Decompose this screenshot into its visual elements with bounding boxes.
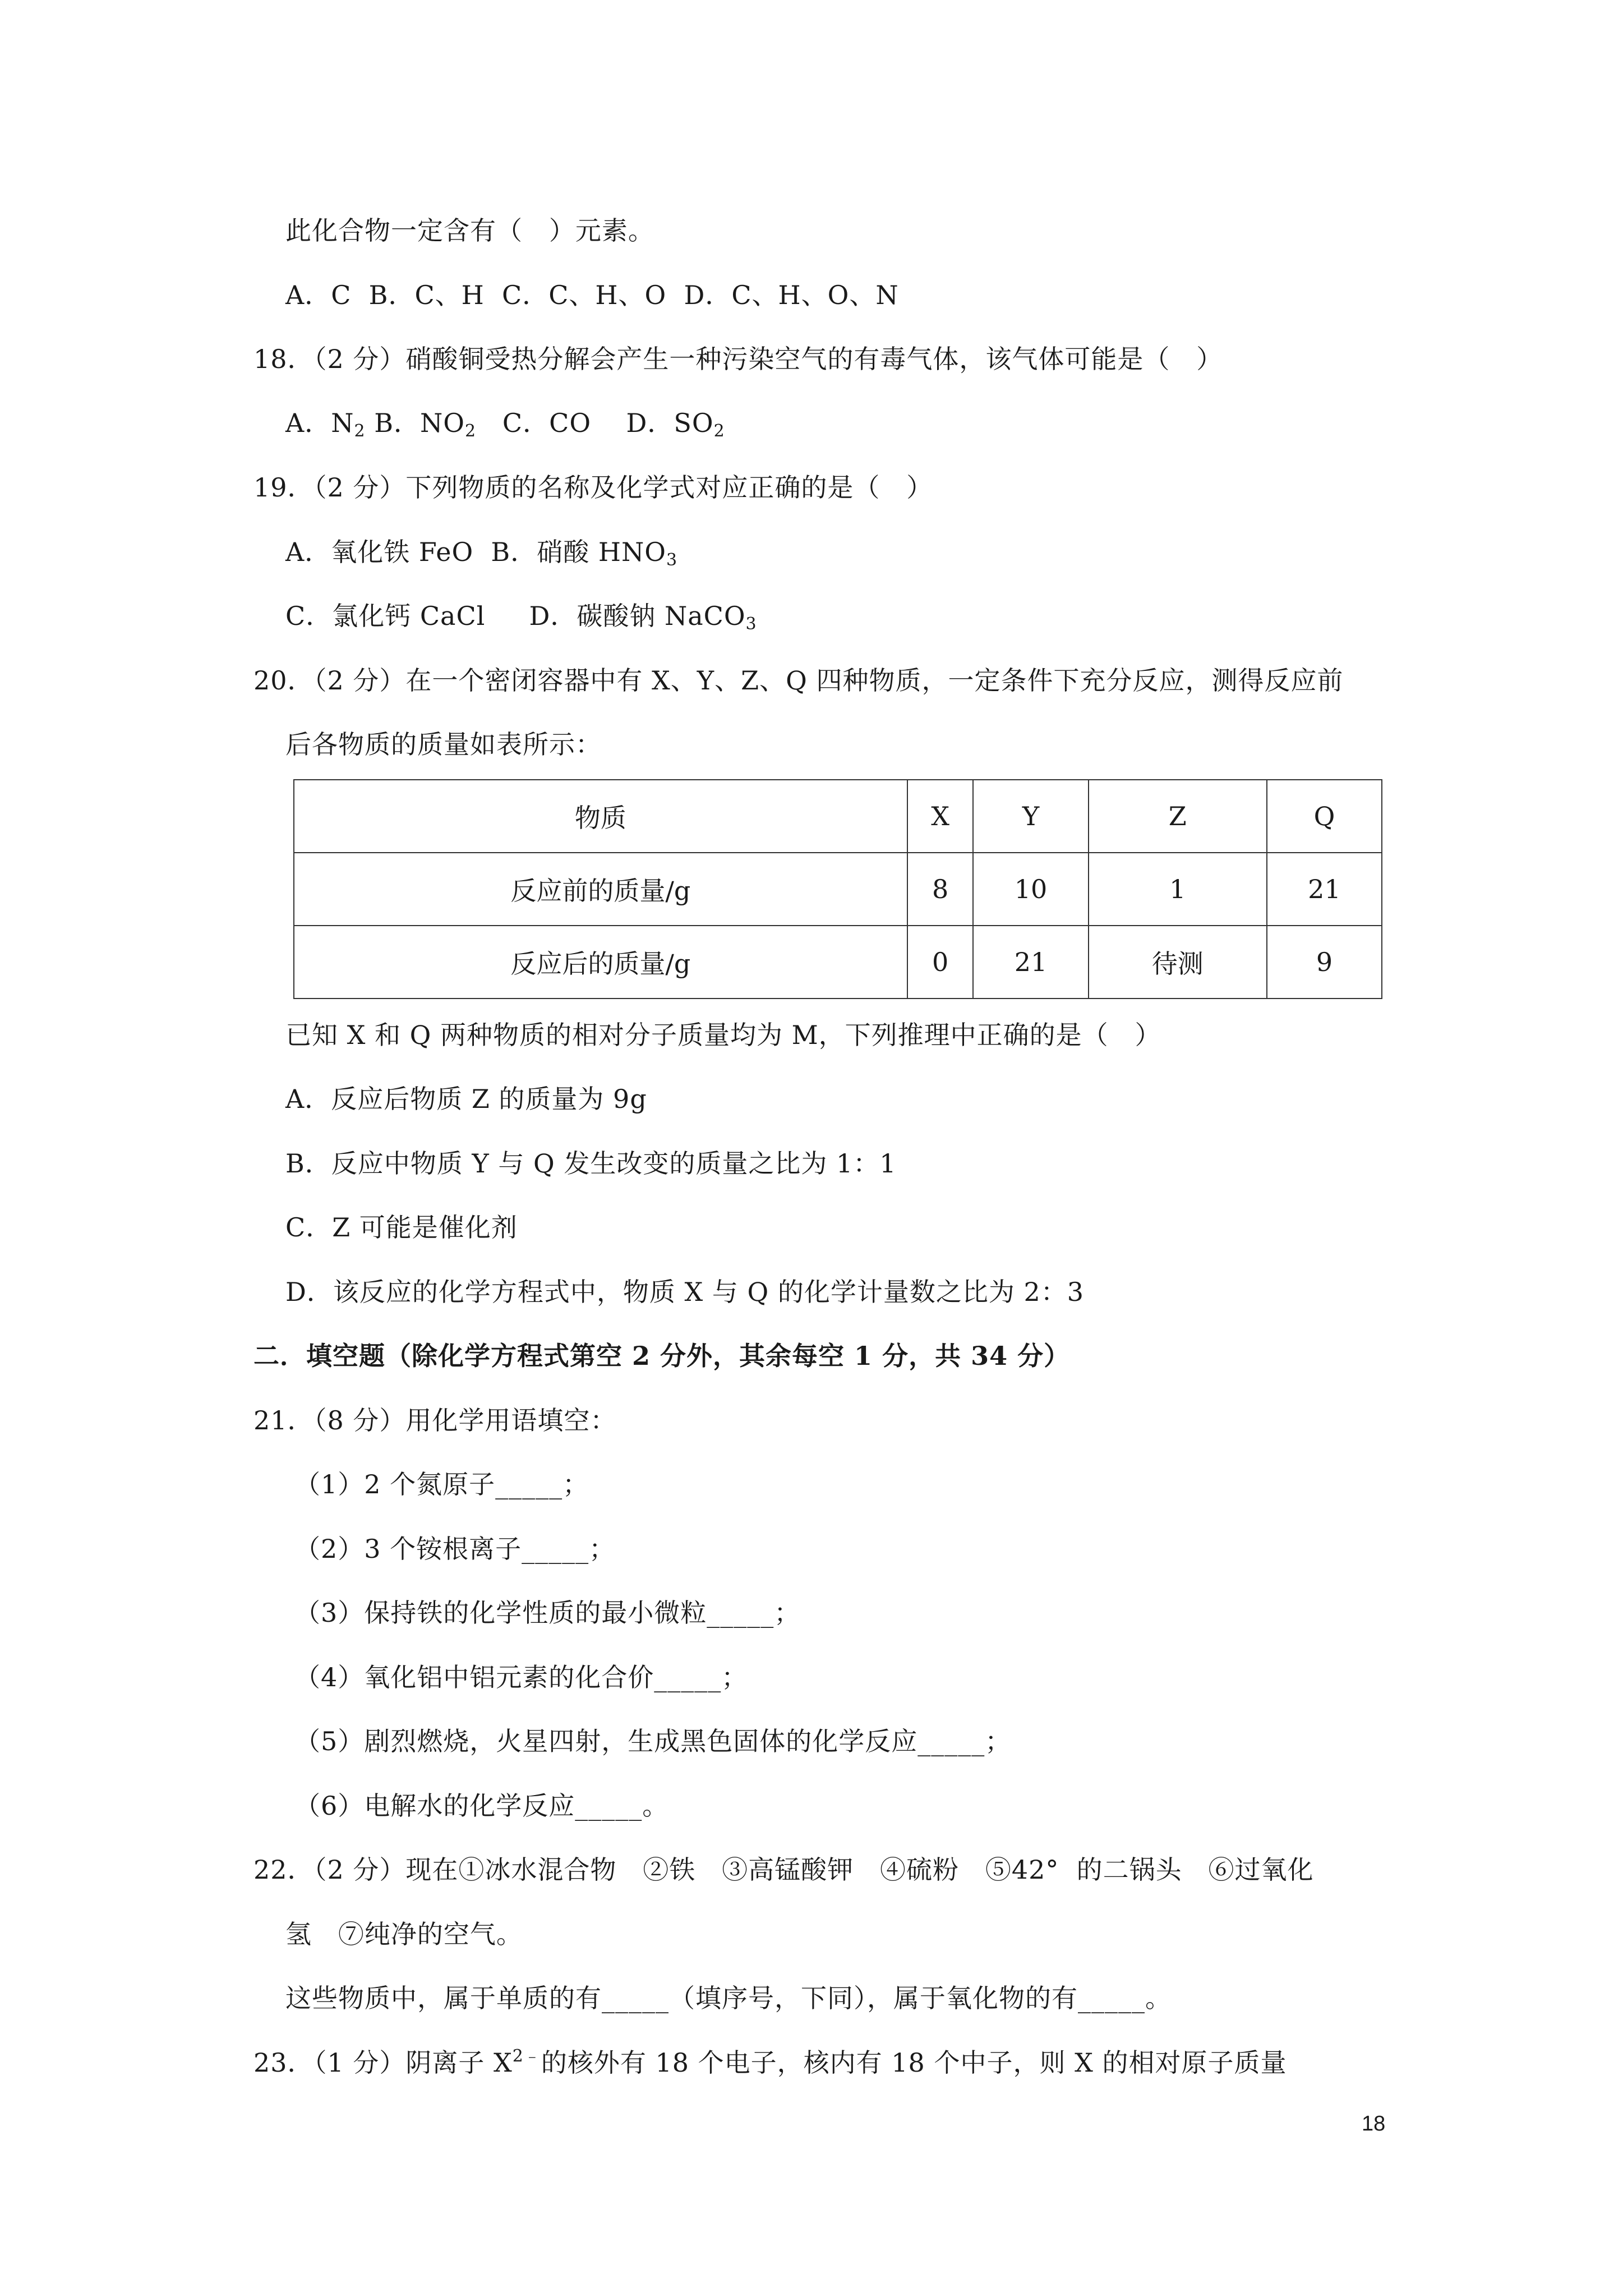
question-19-options-cd <box>285 599 757 633</box>
q18-opt-b-sub: 2 <box>464 421 477 441</box>
table-header-cell: X <box>907 780 974 853</box>
table-cell: 9 <box>1267 926 1382 999</box>
table-header-cell: Z <box>1089 780 1267 853</box>
q23-charge: 2﹣ <box>512 2046 541 2066</box>
question-21: 21．（8 分）用化学用语填空： <box>253 1405 617 1435</box>
table-cell: 反应前的质量/g <box>294 853 907 926</box>
q18-opt-d-sub: 2 <box>713 421 725 441</box>
question-21-item-2: （2）3 个铵根离子_____； <box>294 1534 616 1564</box>
table-header-cell: Q <box>1267 780 1382 853</box>
question-22-continued: 氢 ⑦纯净的空气。 <box>285 1919 523 1949</box>
question-21-item-1: （1）2 个氮原子_____； <box>294 1469 589 1499</box>
question-21-item-3: （3）保持铁的化学性质的最小微粒_____； <box>294 1598 801 1628</box>
question-20-option-c: C．Z 可能是催化剂 <box>285 1212 518 1243</box>
question-22-ask: 这些物质中，属于单质的有_____（填序号，下同），属于氧化物的有_____。 <box>285 1983 1172 2013</box>
q18-opt-a: A．N <box>285 408 354 438</box>
question-21-item-6: （6）电解水的化学反应_____。 <box>294 1791 669 1821</box>
table-cell: 1 <box>1089 853 1267 926</box>
question-20-option-b: B．反应中物质 Y 与 Q 发生改变的质量之比为 1：1 <box>285 1148 897 1179</box>
table-cell: 21 <box>1267 853 1382 926</box>
question-19-options-ab <box>285 535 677 569</box>
table-cell: 21 <box>973 926 1088 999</box>
question-18: 18．（2 分）硝酸铜受热分解会产生一种污染空气的有毒气体，该气体可能是（ ） <box>253 344 1223 374</box>
question-22: 22．（2 分）现在①冰水混合物 ②铁 ③高锰酸钾 ④硫粉 ⑤42° 的二锅头 ⑥过氧化 <box>253 1855 1314 1885</box>
table-cell: 8 <box>907 853 974 926</box>
table-header-cell: Y <box>973 780 1088 853</box>
section-heading: 二．填空题（除化学方程式第空 2 分外，其余每空 1 分，共 34 分） <box>253 1341 1071 1371</box>
question-19: 19．（2 分）下列物质的名称及化学式对应正确的是（ ） <box>253 472 933 503</box>
table-row <box>294 853 1382 926</box>
q19-opt-ab-text: A．氧化铁 FeO B．硝酸 HNO <box>285 537 666 567</box>
question-17-tail: 此化合物一定含有（ ）元素。 <box>285 215 654 246</box>
q18-opt-a-sub: 2 <box>354 421 366 441</box>
question-20-option-a: A．反应后物质 Z 的质量为 9g <box>285 1084 647 1114</box>
page-number: 18 <box>1362 2112 1386 2136</box>
question-20-option-d: D．该反应的化学方程式中，物质 X 与 Q 的化学计量数之比为 2：3 <box>285 1277 1084 1307</box>
table-row <box>294 926 1382 999</box>
question-23 <box>253 2046 1287 2079</box>
question-21-item-5: （5）剧烈燃烧，火星四射，生成黑色固体的化学反应_____； <box>294 1726 1012 1756</box>
mass-table <box>293 779 1382 999</box>
q19-opt-b-sub: 3 <box>666 550 678 570</box>
q18-opt-cd: C．CO D．SO <box>476 408 714 438</box>
table-cell: 待测 <box>1089 926 1267 999</box>
question-17-options: A．C B．C、H C．C、H、O D．C、H、O、N <box>285 280 899 310</box>
question-21-item-4: （4）氧化铝中铝元素的化合价_____； <box>294 1662 748 1692</box>
table-cell: 反应后的质量/g <box>294 926 907 999</box>
table-row <box>294 780 1382 853</box>
question-20-known: 已知 X 和 Q 两种物质的相对分子质量均为 M，下列推理中正确的是（ ） <box>285 1020 1161 1050</box>
table-cell: 0 <box>907 926 974 999</box>
q19-opt-d-sub: 3 <box>745 614 757 634</box>
table-header-cell: 物质 <box>294 780 907 853</box>
table-cell: 10 <box>973 853 1088 926</box>
q23-text-b: 的核外有 18 个电子，核内有 18 个中子，则 X 的相对原子质量 <box>541 2047 1287 2078</box>
q19-opt-cd-text: C．氯化钙 CaCl D．碳酸钠 NaCO <box>285 601 746 631</box>
question-18-options <box>285 406 725 440</box>
question-20: 20．（2 分）在一个密闭容器中有 X、Y、Z、Q 四种物质，一定条件下充分反应，测得反应前 <box>253 665 1344 696</box>
q23-text-a: 23．（1 分）阴离子 X <box>253 2047 513 2078</box>
question-20-continued: 后各物质的质量如表所示： <box>285 729 602 760</box>
q18-opt-b: B．NO <box>365 408 465 438</box>
